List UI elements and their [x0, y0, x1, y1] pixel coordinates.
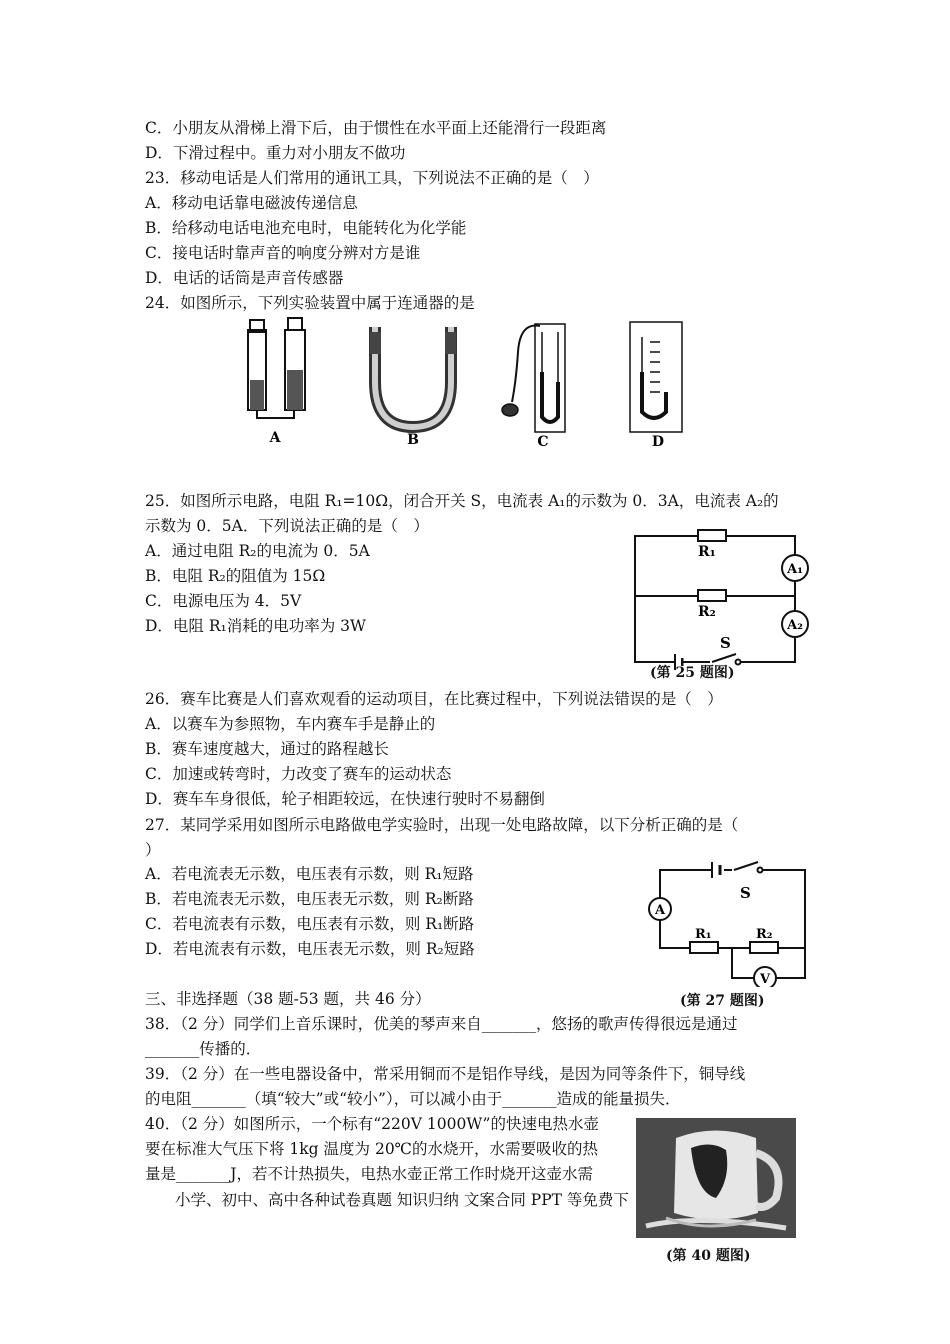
question-27-line-2: ） [145, 841, 161, 859]
label-r1: R₁ [698, 544, 716, 560]
question-25-line-1: 25．如图所示电路，电阻 R₁=10Ω，闭合开关 S，电流表 A₁的示数为 0．3A，电流表 A₂的 [145, 492, 779, 510]
question-26-option-b: B．赛车速度越大，通过的路程越长 [145, 740, 389, 758]
question-26: 26．赛车比赛是人们喜欢观看的运动项目，在比赛过程中，下列说法错误的是（ ） [145, 690, 723, 708]
question-27-option-a: A．若电流表无示数，电压表有示数，则 R₁短路 [145, 865, 474, 883]
question-27-line-1: 27．某同学采用如图所示电路做电学实验时，出现一处电路故障，以下分析正确的是（ [145, 816, 739, 834]
figure-27-caption: (第 27 题图) [680, 993, 765, 1009]
question-40-line-2: 要在标准大气压下将 1kg 温度为 20℃的水烧开，水需要吸收的热 [145, 1140, 599, 1158]
section-3-heading: 三、非选择题（38 题-53 题，共 46 分） [145, 990, 431, 1008]
question-27-option-b: B．若电流表无示数，电压表无示数，则 R₂断路 [145, 890, 474, 908]
question-23: 23．移动电话是人们常用的通讯工具，下列说法不正确的是（ ） [145, 169, 599, 187]
question-38-line-1: 38．（2 分）同学们上音乐课时，优美的琴声来自_______，悠扬的歌声传得很远是通过 [145, 1015, 738, 1033]
label-switch-27: S [740, 884, 751, 902]
apparatus-c [502, 324, 565, 432]
label-c: C [537, 434, 549, 450]
question-23-option-a: A．移动电话靠电磁波传递信息 [145, 194, 358, 212]
figure-25-caption: (第 25 题图) [650, 665, 735, 681]
question-40-line-3: 量是_______J，若不计热损失，电热水壶正常工作时烧开这壶水需 [145, 1165, 593, 1183]
option-c-slide: C．小朋友从滑梯上滑下后，由于惯性在水平面上还能滑行一段距离 [145, 119, 607, 137]
label-r1-27: R₁ [695, 927, 712, 942]
footer-note: 小学、初中、高中各种试卷真题 知识归纳 文案合同 PPT 等免费下 [175, 1191, 629, 1209]
label-a1: A₁ [787, 562, 803, 577]
label-d: D [651, 434, 665, 450]
label-a: A [269, 430, 281, 446]
figure-24-apparatus [230, 312, 690, 452]
figure-40-kettle-photo [636, 1118, 796, 1238]
label-b: B [407, 432, 419, 448]
question-23-option-b: B．给移动电话电池充电时，电能转化为化学能 [145, 219, 467, 237]
question-26-option-a: A．以赛车为参照物，车内赛车手是静止的 [145, 715, 436, 733]
apparatus-a [248, 318, 305, 418]
apparatus-b [370, 327, 456, 427]
label-r2-27: R₂ [756, 927, 773, 942]
figure-25-circuit [620, 528, 820, 683]
question-27-option-d: D．若电流表有示数，电压表无示数，则 R₂短路 [145, 940, 475, 958]
question-25-option-d: D．电阻 R₁消耗的电功率为 3W [145, 617, 366, 635]
question-38-line-2: _______传播的． [145, 1040, 262, 1058]
question-23-option-c: C．接电话时靠声音的响度分辨对方是谁 [145, 244, 421, 262]
question-25-line-2: 示数为 0．5A．下列说法正确的是（ ） [145, 517, 429, 535]
question-40-line-1: 40．（2 分）如图所示，一个标有“220V 1000W”的快速电热水壶 [145, 1115, 599, 1133]
label-r2: R₂ [698, 604, 716, 620]
figure-40-caption: (第 40 题图) [666, 1248, 751, 1264]
question-25-option-c: C．电源电压为 4．5V [145, 592, 302, 610]
label-ammeter-27: A [654, 903, 666, 918]
question-26-option-c: C．加速或转弯时，力改变了赛车的运动状态 [145, 765, 452, 783]
question-24: 24．如图所示，下列实验装置中属于连通器的是 [145, 294, 475, 312]
option-d-slide: D．下滑过程中。重力对小朋友不做功 [145, 144, 406, 162]
question-23-option-d: D．电话的话筒是声音传感器 [145, 269, 344, 287]
question-25-option-a: A．通过电阻 R₂的电流为 0．5A [145, 542, 370, 560]
question-27-option-c: C．若电流表有示数，电压表有示数，则 R₁断路 [145, 915, 475, 933]
label-switch: S [720, 634, 731, 652]
question-25-option-b: B．电阻 R₂的阻值为 15Ω [145, 567, 326, 585]
label-a2: A₂ [787, 618, 803, 633]
apparatus-d [630, 322, 682, 432]
label-voltmeter-27: V [759, 972, 771, 987]
question-39-line-1: 39．（2 分）在一些电器设备中，常采用铜而不是铝作导线，是因为同等条件下，铜导线 [145, 1065, 746, 1083]
question-26-option-d: D．赛车车身很低，轮子相距较远，在快速行驶时不易翻倒 [145, 790, 545, 808]
figure-27-circuit [640, 852, 820, 987]
question-39-line-2: 的电阻_______（填“较大”或“较小”），可以减小由于_______造成的能量损失． [145, 1090, 681, 1108]
